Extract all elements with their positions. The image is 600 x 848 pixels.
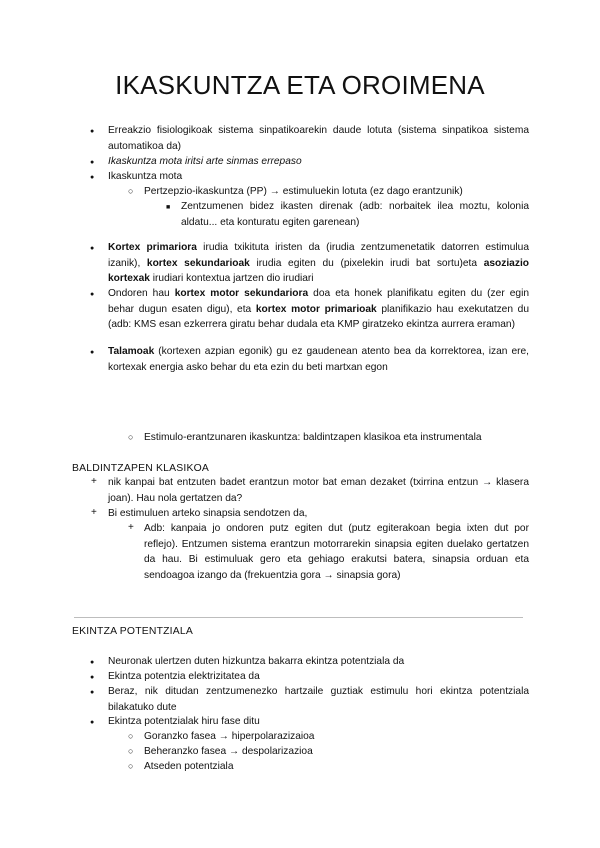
list-item: Bi estimuluen arteko sinapsia sendotzen da,: [108, 508, 308, 519]
list-item: Zentzumenen bidez ikasten direnak (adb: norbaitek ilea moztu, kolonia aldatu... eta konturatu egiten garenean): [181, 201, 529, 228]
list-item: Atseden potentziala: [144, 761, 234, 772]
list-item: Pertzepzio-ikaskuntza (PP) → estimuluekin lotuta (ez dago erantzunik): [144, 186, 463, 197]
bullet-icon: [90, 286, 94, 303]
list-item: Ekintza potentzia elektrizitatea da: [108, 671, 260, 682]
circle-bullet-icon: [128, 744, 133, 760]
circle-bullet-icon: [128, 759, 133, 775]
list-item: nik kanpai bat entzuten badet erantzun motor bat eman dezaket (txirrina entzun → klasera joan). Hau nola gertatzen da?: [108, 477, 529, 504]
list-item: Ondoren hau kortex motor sekundariora doa eta honek planifikatu egiten du (zer egin behar dugun esaten digu), eta kortex motor primarioak planifikazio hau exekutatzen du (adb: KMS esan ezkerrera giratu behar dudala eta KMP giratzeko ekintza aurrera eraman): [108, 288, 529, 330]
list-item: Goranzko fasea → hiperpolarazizaioa: [144, 731, 315, 742]
plus-bullet-icon: [91, 505, 97, 521]
list-item: Ikaskuntza mota: [108, 171, 183, 182]
page-title: IKASKUNTZA ETA OROIMENA: [115, 70, 485, 100]
list-item: Beraz, nik ditudan zentzumenezko hartzaile guztiak estimulu hori ekintza potentziala bilakatuko dute: [108, 686, 529, 713]
bullet-icon: [90, 714, 94, 731]
bullet-icon: [90, 169, 94, 186]
plus-bullet-icon: [128, 520, 134, 536]
section-heading: BALDINTZAPEN KLASIKOA: [72, 463, 210, 474]
list-item: Beheranzko fasea → despolarizazioa: [144, 746, 313, 757]
list-item: Estimulo-erantzunaren ikaskuntza: baldintzapen klasikoa eta instrumentala: [144, 432, 482, 443]
circle-bullet-icon: [128, 430, 133, 446]
bullet-icon: [90, 240, 94, 257]
list-item: Adb: kanpaia jo ondoren putz egiten dut (putz egiterakoan begia ixten dut por reflejo). Entzumen sistema erantzun motorrarekin sinapsia egiten duelako gertatzen da hau. Bi estimuluak gero eta gehiago erakutsi batera, sinapsia orduan eta sendoagoa izango da (frekuentzia gora → sinapsia gora): [144, 523, 529, 581]
horizontal-divider: [74, 617, 523, 618]
square-bullet-icon: [166, 199, 170, 216]
plus-bullet-icon: [91, 474, 97, 490]
list-item: Ekintza potentzialak hiru fase ditu: [108, 716, 260, 727]
list-item: Neuronak ulertzen duten hizkuntza bakarra ekintza potentziala da: [108, 656, 405, 667]
bullet-icon: [90, 684, 94, 701]
bullet-icon: [90, 123, 94, 140]
bullet-icon: [90, 344, 94, 361]
list-item: Ikaskuntza mota iritsi arte sinmas errepaso: [108, 156, 302, 167]
section-heading: EKINTZA POTENTZIALA: [72, 626, 194, 637]
circle-bullet-icon: [128, 184, 133, 200]
list-item: Erreakzio fisiologikoak sistema sinpatikoarekin daude lotuta (sistema sinpatikoa sistema automatikoa da): [108, 125, 529, 152]
circle-bullet-icon: [128, 729, 133, 745]
list-item: Talamoak (kortexen azpian egonik) gu ez gaudenean atento bea da korrektorea, izan ere, kortexak energia asko behar du eta ezin du beti martxan egon: [108, 346, 529, 373]
list-item: Kortex primariora irudia txikituta iristen da (irudia zentzumenetatik datorren estimulua izanik), kortex sekundarioak irudia egiten du (pixelekin irudi bat sortu)eta asoziazio kortexak irudiari kontextua jartzen dio irudiari: [108, 242, 529, 284]
